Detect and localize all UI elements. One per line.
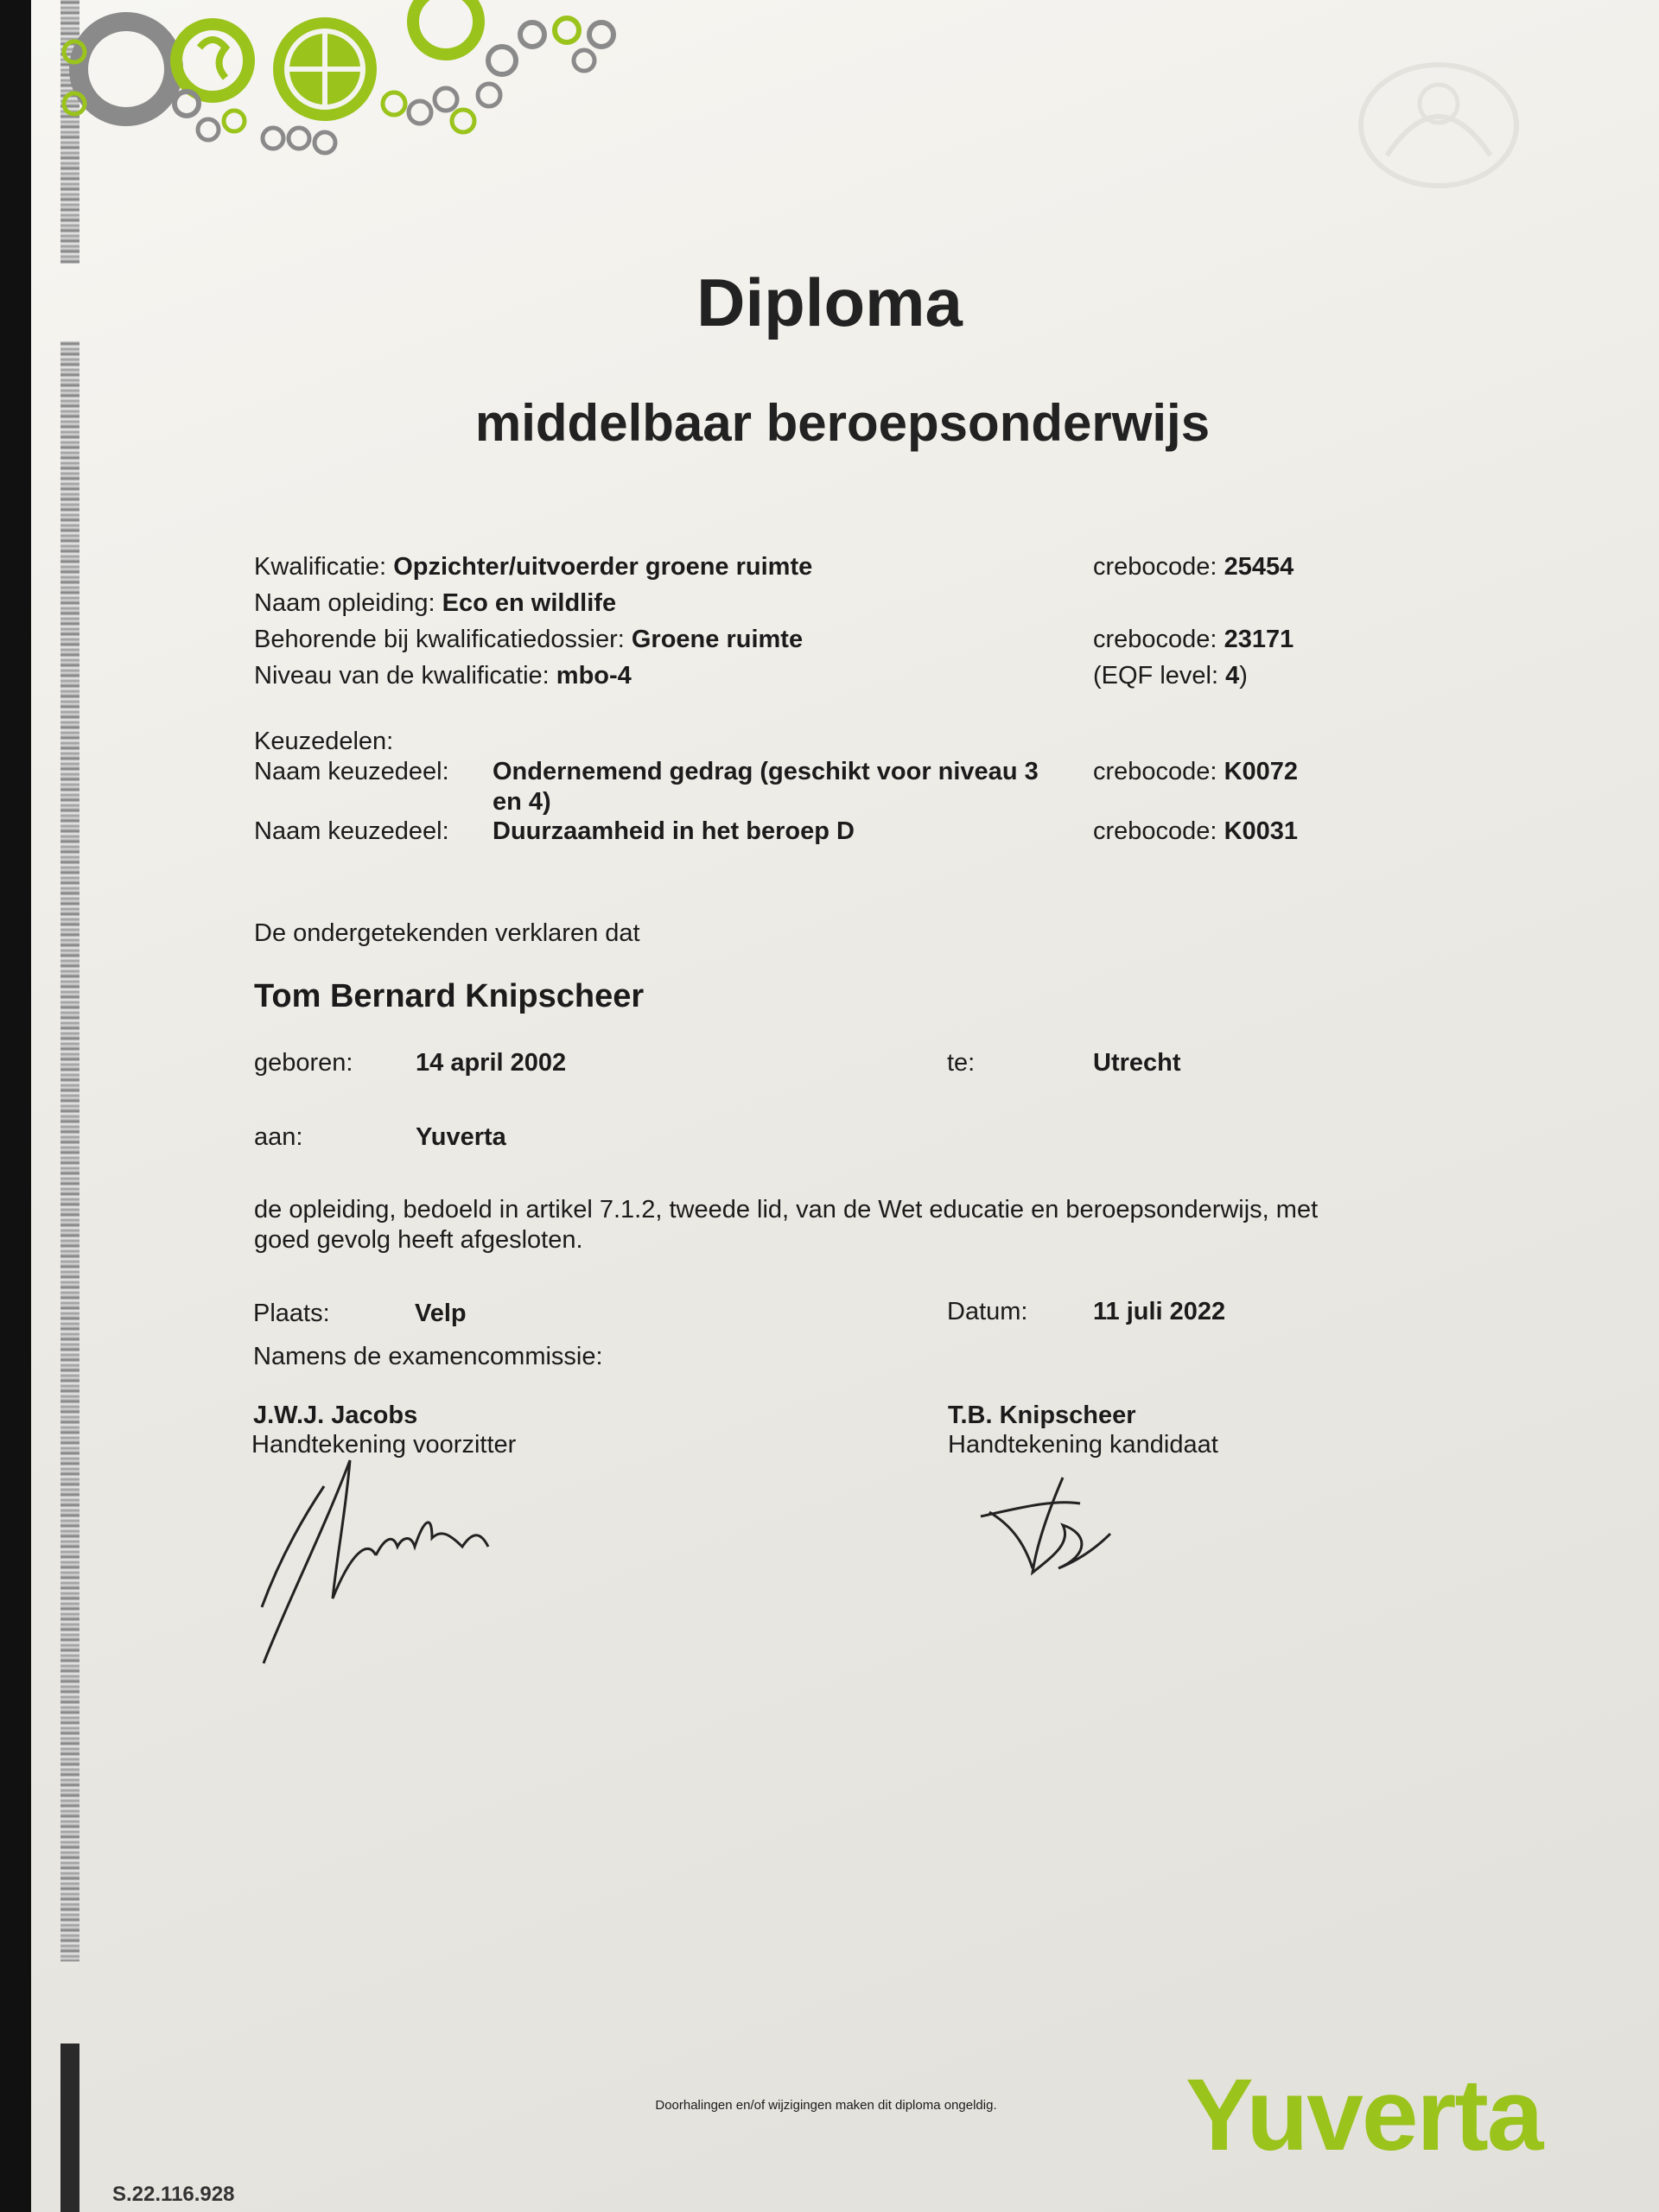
keuzedeel-label: Naam keuzedeel: xyxy=(254,758,449,785)
dossier-value: Groene ruimte xyxy=(631,626,804,653)
keuzedelen-heading: Keuzedelen: xyxy=(254,728,394,755)
crebocode-value: K0072 xyxy=(1224,758,1299,785)
committee-line: Namens de examencommissie: xyxy=(253,1343,603,1370)
niveau-value: mbo-4 xyxy=(556,662,632,690)
keuzedeel-name-continued: en 4) xyxy=(493,788,551,816)
statement-line: de opleiding, bedoeld in artikel 7.1.2, tweede lid, van de Wet educatie en beroepsonderwijs, met xyxy=(254,1196,1319,1224)
eqf-suffix: ) xyxy=(1239,662,1248,690)
institution-label: aan: xyxy=(254,1123,303,1151)
born-place: Utrecht xyxy=(1093,1049,1181,1077)
keuzedeel-label: Naam keuzedeel: xyxy=(254,817,449,845)
crebocode-label: crebocode: xyxy=(1093,553,1217,581)
security-foil-strip-bottom xyxy=(60,2044,79,2212)
qualification-row xyxy=(254,553,812,582)
chair-signature-caption: Handtekening voorzitter xyxy=(251,1431,517,1459)
statement-line: goed gevolg heeft afgesloten. xyxy=(254,1226,583,1254)
keuzedeel-name: Ondernemend gedrag (geschikt voor niveau 3 xyxy=(493,758,1039,785)
niveau-row xyxy=(254,662,632,690)
kwalificatie-label: Kwalificatie: xyxy=(254,553,387,581)
crebocode-label: crebocode: xyxy=(1093,817,1217,845)
embossed-seal xyxy=(1339,52,1538,199)
keuzedeel-crebocode xyxy=(1093,817,1298,846)
document-title: Diploma xyxy=(696,264,963,340)
opleiding-row xyxy=(254,589,616,618)
born-place-label: te: xyxy=(947,1049,976,1077)
dossier-crebocode xyxy=(1093,626,1294,654)
crebocode-value: 23171 xyxy=(1224,626,1294,653)
opleiding-label: Naam opleiding: xyxy=(254,589,435,617)
crebocode-label: crebocode: xyxy=(1093,758,1217,785)
born-date: 14 april 2002 xyxy=(416,1049,567,1077)
dossier-row xyxy=(254,626,803,654)
dossier-label: Behorende bij kwalificatiedossier: xyxy=(254,626,625,653)
qualification-crebocode xyxy=(1093,553,1294,582)
place-value: Velp xyxy=(415,1300,467,1327)
chair-name: J.W.J. Jacobs xyxy=(253,1402,418,1429)
chair-signature xyxy=(255,1452,514,1668)
place-label: Plaats: xyxy=(253,1300,330,1327)
eqf-prefix: (EQF level: xyxy=(1093,662,1219,690)
crebocode-label: crebocode: xyxy=(1093,626,1217,653)
kwalificatie-value: Opzichter/uitvoerder groene ruimte xyxy=(393,553,813,581)
crebocode-value: 25454 xyxy=(1224,553,1294,581)
serial-number: S.22.116.928 xyxy=(112,2183,235,2206)
eqf-value: 4 xyxy=(1225,662,1240,690)
candidate-signer-name: T.B. Knipscheer xyxy=(948,1402,1136,1429)
candidate-name: Tom Bernard Knipscheer xyxy=(254,978,645,1014)
keuzedeel-crebocode xyxy=(1093,758,1298,786)
document-subtitle: middelbaar beroepsonderwijs xyxy=(474,394,1211,452)
declaration-intro: De ondergetekenden verklaren dat xyxy=(254,919,640,947)
decorative-circle-pattern xyxy=(31,0,653,164)
security-foil-strip-middle xyxy=(60,341,79,1961)
date-value: 11 juli 2022 xyxy=(1093,1298,1226,1325)
born-label: geboren: xyxy=(254,1049,353,1077)
eqf-level xyxy=(1093,662,1248,690)
yuverta-logo: Yuverta xyxy=(1185,2058,1542,2172)
candidate-signature-caption: Handtekening kandidaat xyxy=(948,1431,1218,1459)
institution-name: Yuverta xyxy=(416,1123,506,1151)
niveau-label: Niveau van de kwalificatie: xyxy=(254,662,550,690)
date-label: Datum: xyxy=(947,1298,1028,1325)
crebocode-value: K0031 xyxy=(1224,817,1299,845)
keuzedeel-name: Duurzaamheid in het beroep D xyxy=(493,817,855,845)
opleiding-value: Eco en wildlife xyxy=(442,589,617,617)
candidate-signature xyxy=(976,1473,1123,1586)
invalidation-notice: Doorhalingen en/of wijzigingen maken dit diploma ongeldig. xyxy=(655,2098,997,2113)
